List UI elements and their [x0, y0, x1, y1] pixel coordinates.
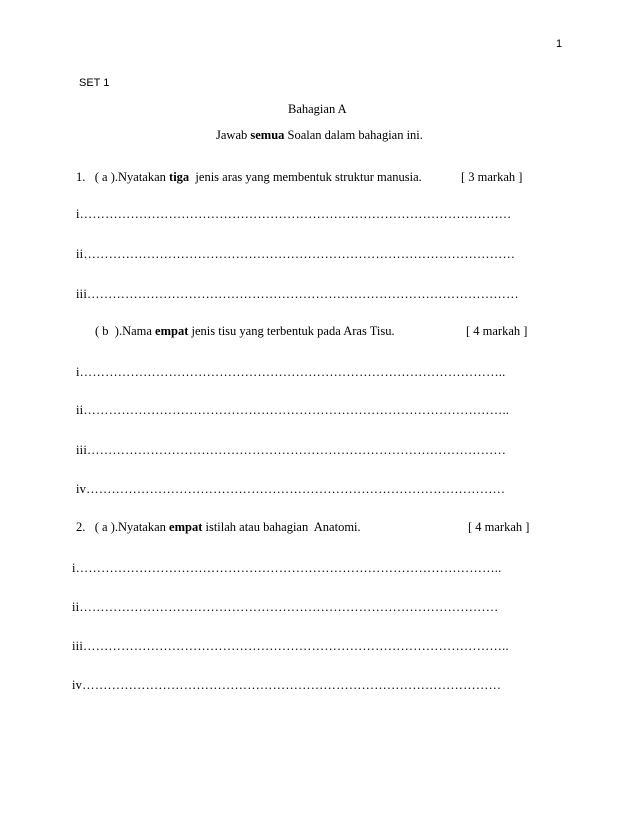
marks-label: [ 3 markah ]: [461, 170, 523, 184]
question-label: ( b ).Nama: [95, 324, 156, 338]
question-2a: [76, 520, 361, 535]
question-text: istilah atau bahagian Anatomi.: [202, 520, 361, 534]
answer-line[interactable]: i…………………………………………………………………………………………: [76, 207, 512, 221]
page-number: 1: [556, 38, 563, 50]
question-keyword: empat: [155, 324, 189, 338]
question-number: 1.: [76, 170, 86, 184]
answer-line[interactable]: iii………………………………………………………………………………………..: [72, 639, 509, 653]
instruction: [216, 128, 423, 143]
set-label: SET 1: [79, 77, 110, 89]
question-keyword: tiga: [169, 170, 190, 184]
question-label: ( a ).Nyatakan: [94, 520, 170, 534]
answer-line[interactable]: ii………………………………………………………………………………………..: [76, 403, 510, 417]
question-text: jenis tisu yang terbentuk pada Aras Tisu.: [188, 324, 395, 338]
section-title: Bahagian A: [288, 102, 347, 116]
question-label: ( a ).Nyatakan: [94, 170, 170, 184]
instruction-bold: semua: [250, 128, 285, 142]
answer-line[interactable]: i………………………………………………………………………………………..: [76, 365, 506, 379]
marks-label: [ 4 markah ]: [468, 520, 530, 534]
question-1b: [95, 324, 395, 339]
question-1a: [76, 170, 422, 185]
question-number: 2.: [76, 520, 86, 534]
answer-line[interactable]: iv………………………………………………………………………………………: [72, 678, 502, 692]
question-keyword: empat: [169, 520, 203, 534]
answer-line[interactable]: iii………………………………………………………………………………………: [76, 443, 507, 457]
answer-line[interactable]: iv………………………………………………………………………………………: [76, 482, 506, 496]
question-text: jenis aras yang membentuk struktur manusia.: [189, 170, 422, 184]
answer-line[interactable]: iii…………………………………………………………………………………………: [76, 287, 519, 301]
instruction-pre: Jawab: [216, 128, 251, 142]
marks-label: [ 4 markah ]: [466, 324, 528, 338]
answer-line[interactable]: i………………………………………………………………………………………..: [72, 561, 502, 575]
instruction-post: Soalan dalam bahagian ini.: [284, 128, 423, 142]
answer-line[interactable]: ii………………………………………………………………………………………: [72, 600, 499, 614]
answer-line[interactable]: ii…………………………………………………………………………………………: [76, 247, 516, 261]
